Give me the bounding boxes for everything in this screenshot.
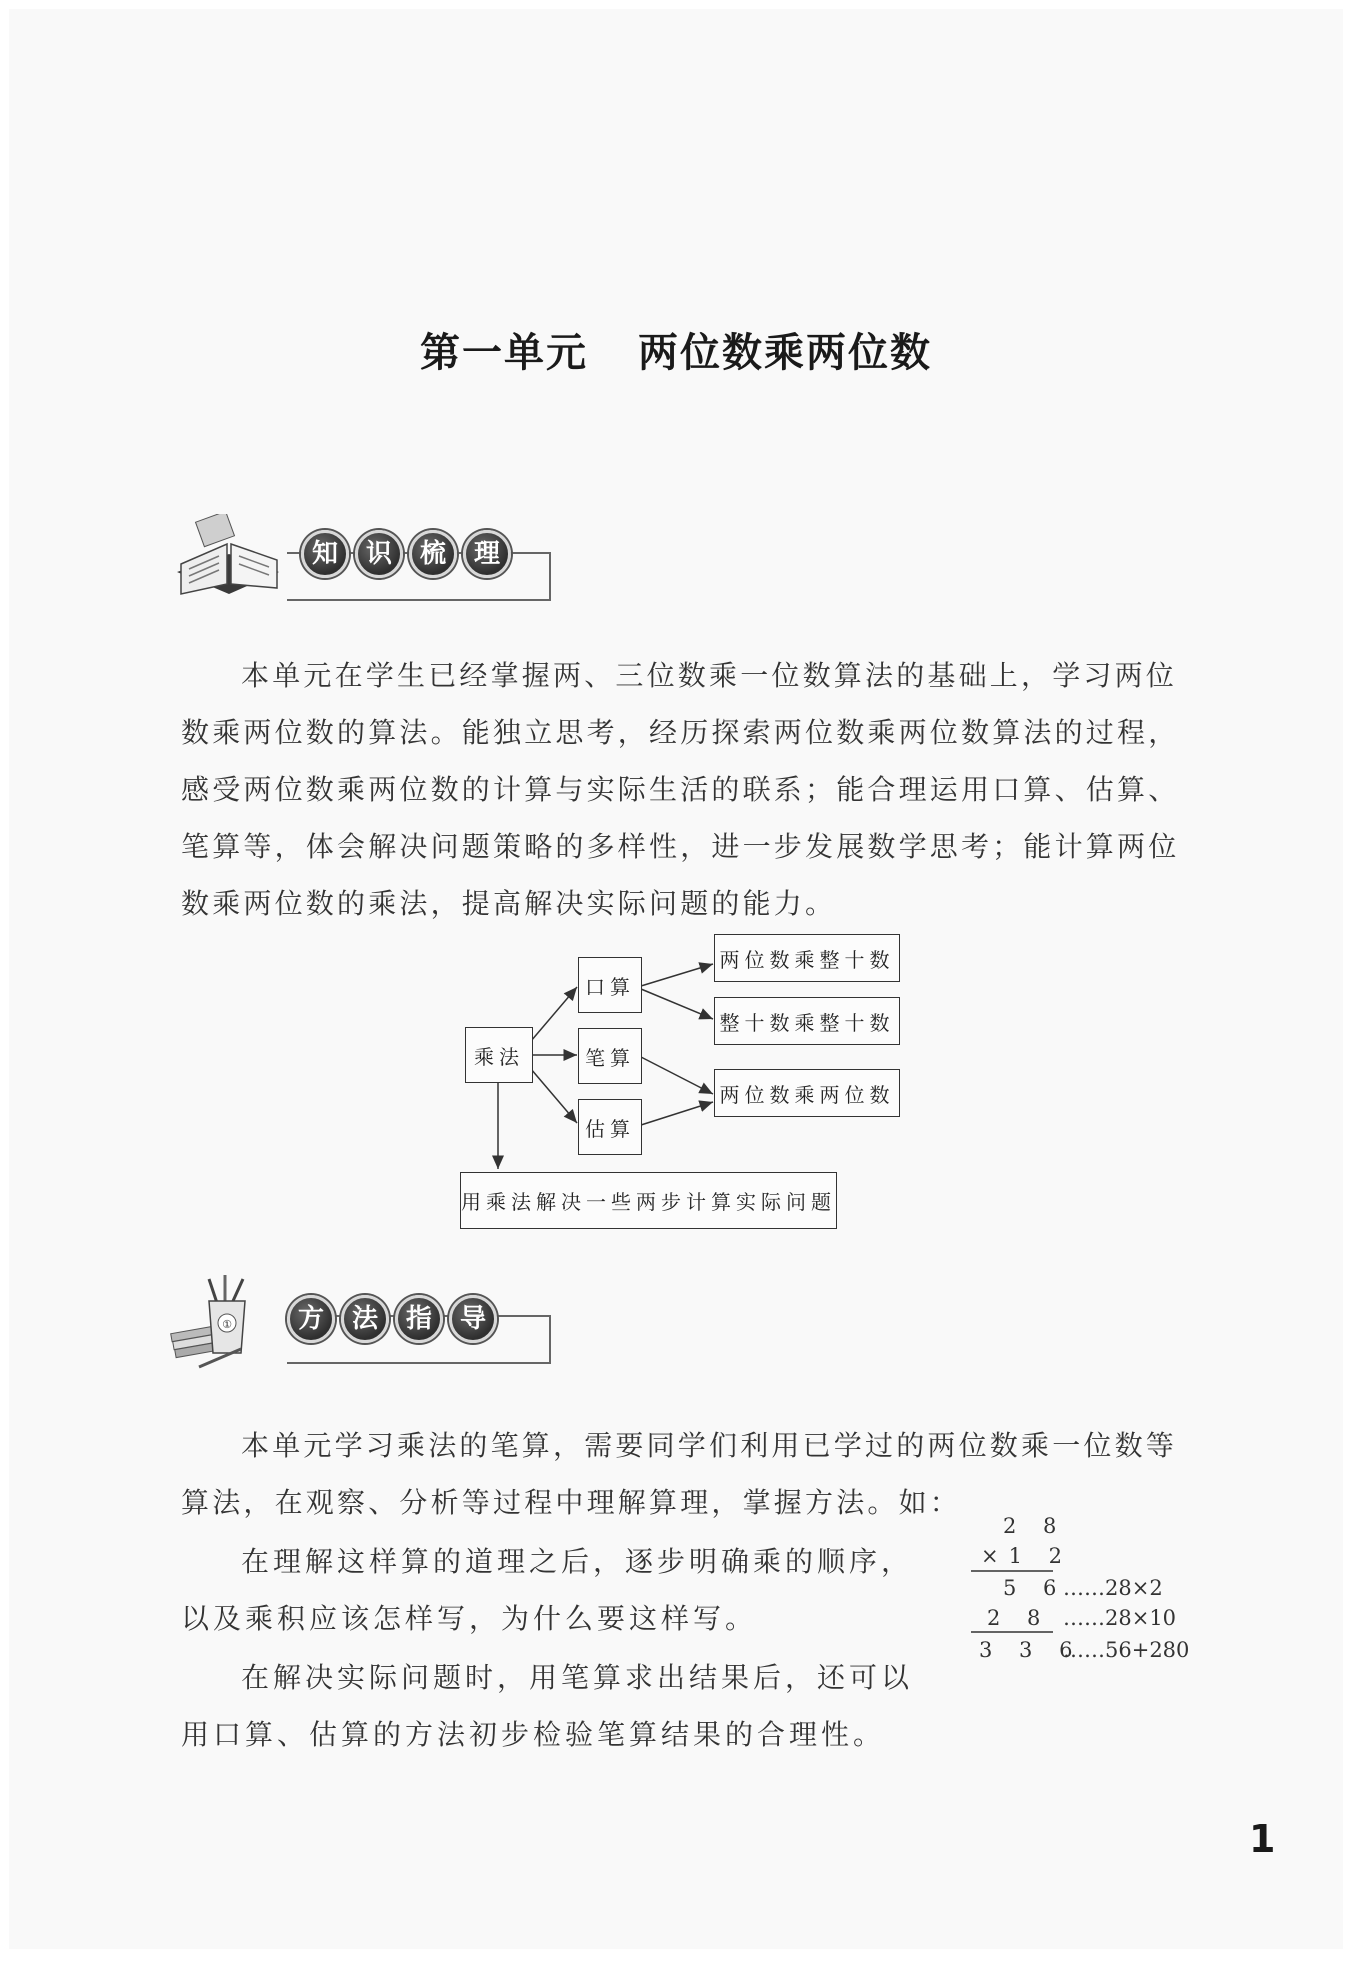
title-badge: 知 <box>301 530 349 578</box>
partial-note-2: ……28×10 <box>1063 1606 1177 1630</box>
result-note: ……56+280 <box>1063 1638 1190 1662</box>
title-badge: 导 <box>449 1295 497 1343</box>
unit-label: 第一单元 <box>420 330 588 376</box>
diagram-node-method: 估算 <box>578 1099 642 1155</box>
title-badge: 识 <box>355 530 403 578</box>
diagram-node-result: 两位数乘两位数 <box>714 1069 900 1117</box>
textbook-page <box>9 9 1343 1949</box>
method-paragraph-3-text: 在解决实际问题时，用笔算求出结果后，还可以用口算、估算的方法初步检验笔算结果的合理性。 <box>181 1661 914 1751</box>
partial-product-2: 2 8 <box>987 1606 1051 1630</box>
method-paragraph-2-text: 在理解这样算的道理之后，逐步明确乘的顺序，以及乘积应该怎样写，为什么要这样写。 <box>181 1545 914 1635</box>
diagram-node-result: 两位数乘整十数 <box>714 934 900 982</box>
partial-note-1: ……28×2 <box>1063 1576 1163 1600</box>
diagram-node-root: 乘法 <box>465 1027 533 1083</box>
diagram-node-bottom: 用乘法解决一些两步计算实际问题 <box>460 1172 837 1229</box>
title-badge: 方 <box>287 1295 335 1343</box>
diagram-node-result: 整十数乘整十数 <box>714 997 900 1045</box>
method-paragraph-2 <box>181 1533 921 1647</box>
diagram-node-method: 口算 <box>578 957 642 1013</box>
knowledge-paragraph-text: 本单元在学生已经掌握两、三位数乘一位数算法的基础上，学习两位数乘两位数的算法。能独立思考，经历探索两位数乘两位数算法的过程，感受两位数乘两位数的计算与实际生活的联系；能合理运用口算、估算、笔算等，体会解决问题策略的多样性，进一步发展数学思考；能计算两位数乘两位数的乘法，提高解决实际问题的能力。 <box>181 659 1180 920</box>
diagram-connectors <box>9 9 1343 1309</box>
multiplier: ×1 2 <box>981 1544 1072 1568</box>
product-result: 3 3 6 <box>979 1638 1083 1662</box>
section-header-method <box>169 1271 569 1371</box>
title-badge: 梳 <box>409 530 457 578</box>
method-paragraph-1-text: 本单元学习乘法的笔算，需要同学们利用已学过的两位数乘一位数等算法，在观察、分析等过程中理解算理，掌握方法。如： <box>181 1429 1178 1519</box>
multiplicand: 2 8 <box>1003 1514 1067 1538</box>
diagram-node-method: 笔算 <box>578 1028 642 1084</box>
title-badge: 指 <box>395 1295 443 1343</box>
unit-topic: 两位数乘两位数 <box>638 330 932 376</box>
page-number: 1 <box>1249 1817 1276 1861</box>
pencil-cup-icon <box>169 1271 289 1371</box>
method-paragraph-3 <box>181 1649 921 1763</box>
partial-product-1: 5 6 <box>1003 1576 1067 1600</box>
title-badge: 法 <box>341 1295 389 1343</box>
svg-text:①: ① <box>222 1318 232 1331</box>
title-badge: 理 <box>463 530 511 578</box>
vertical-multiplication <box>971 1514 1211 1684</box>
section-title-badges <box>287 1295 497 1343</box>
